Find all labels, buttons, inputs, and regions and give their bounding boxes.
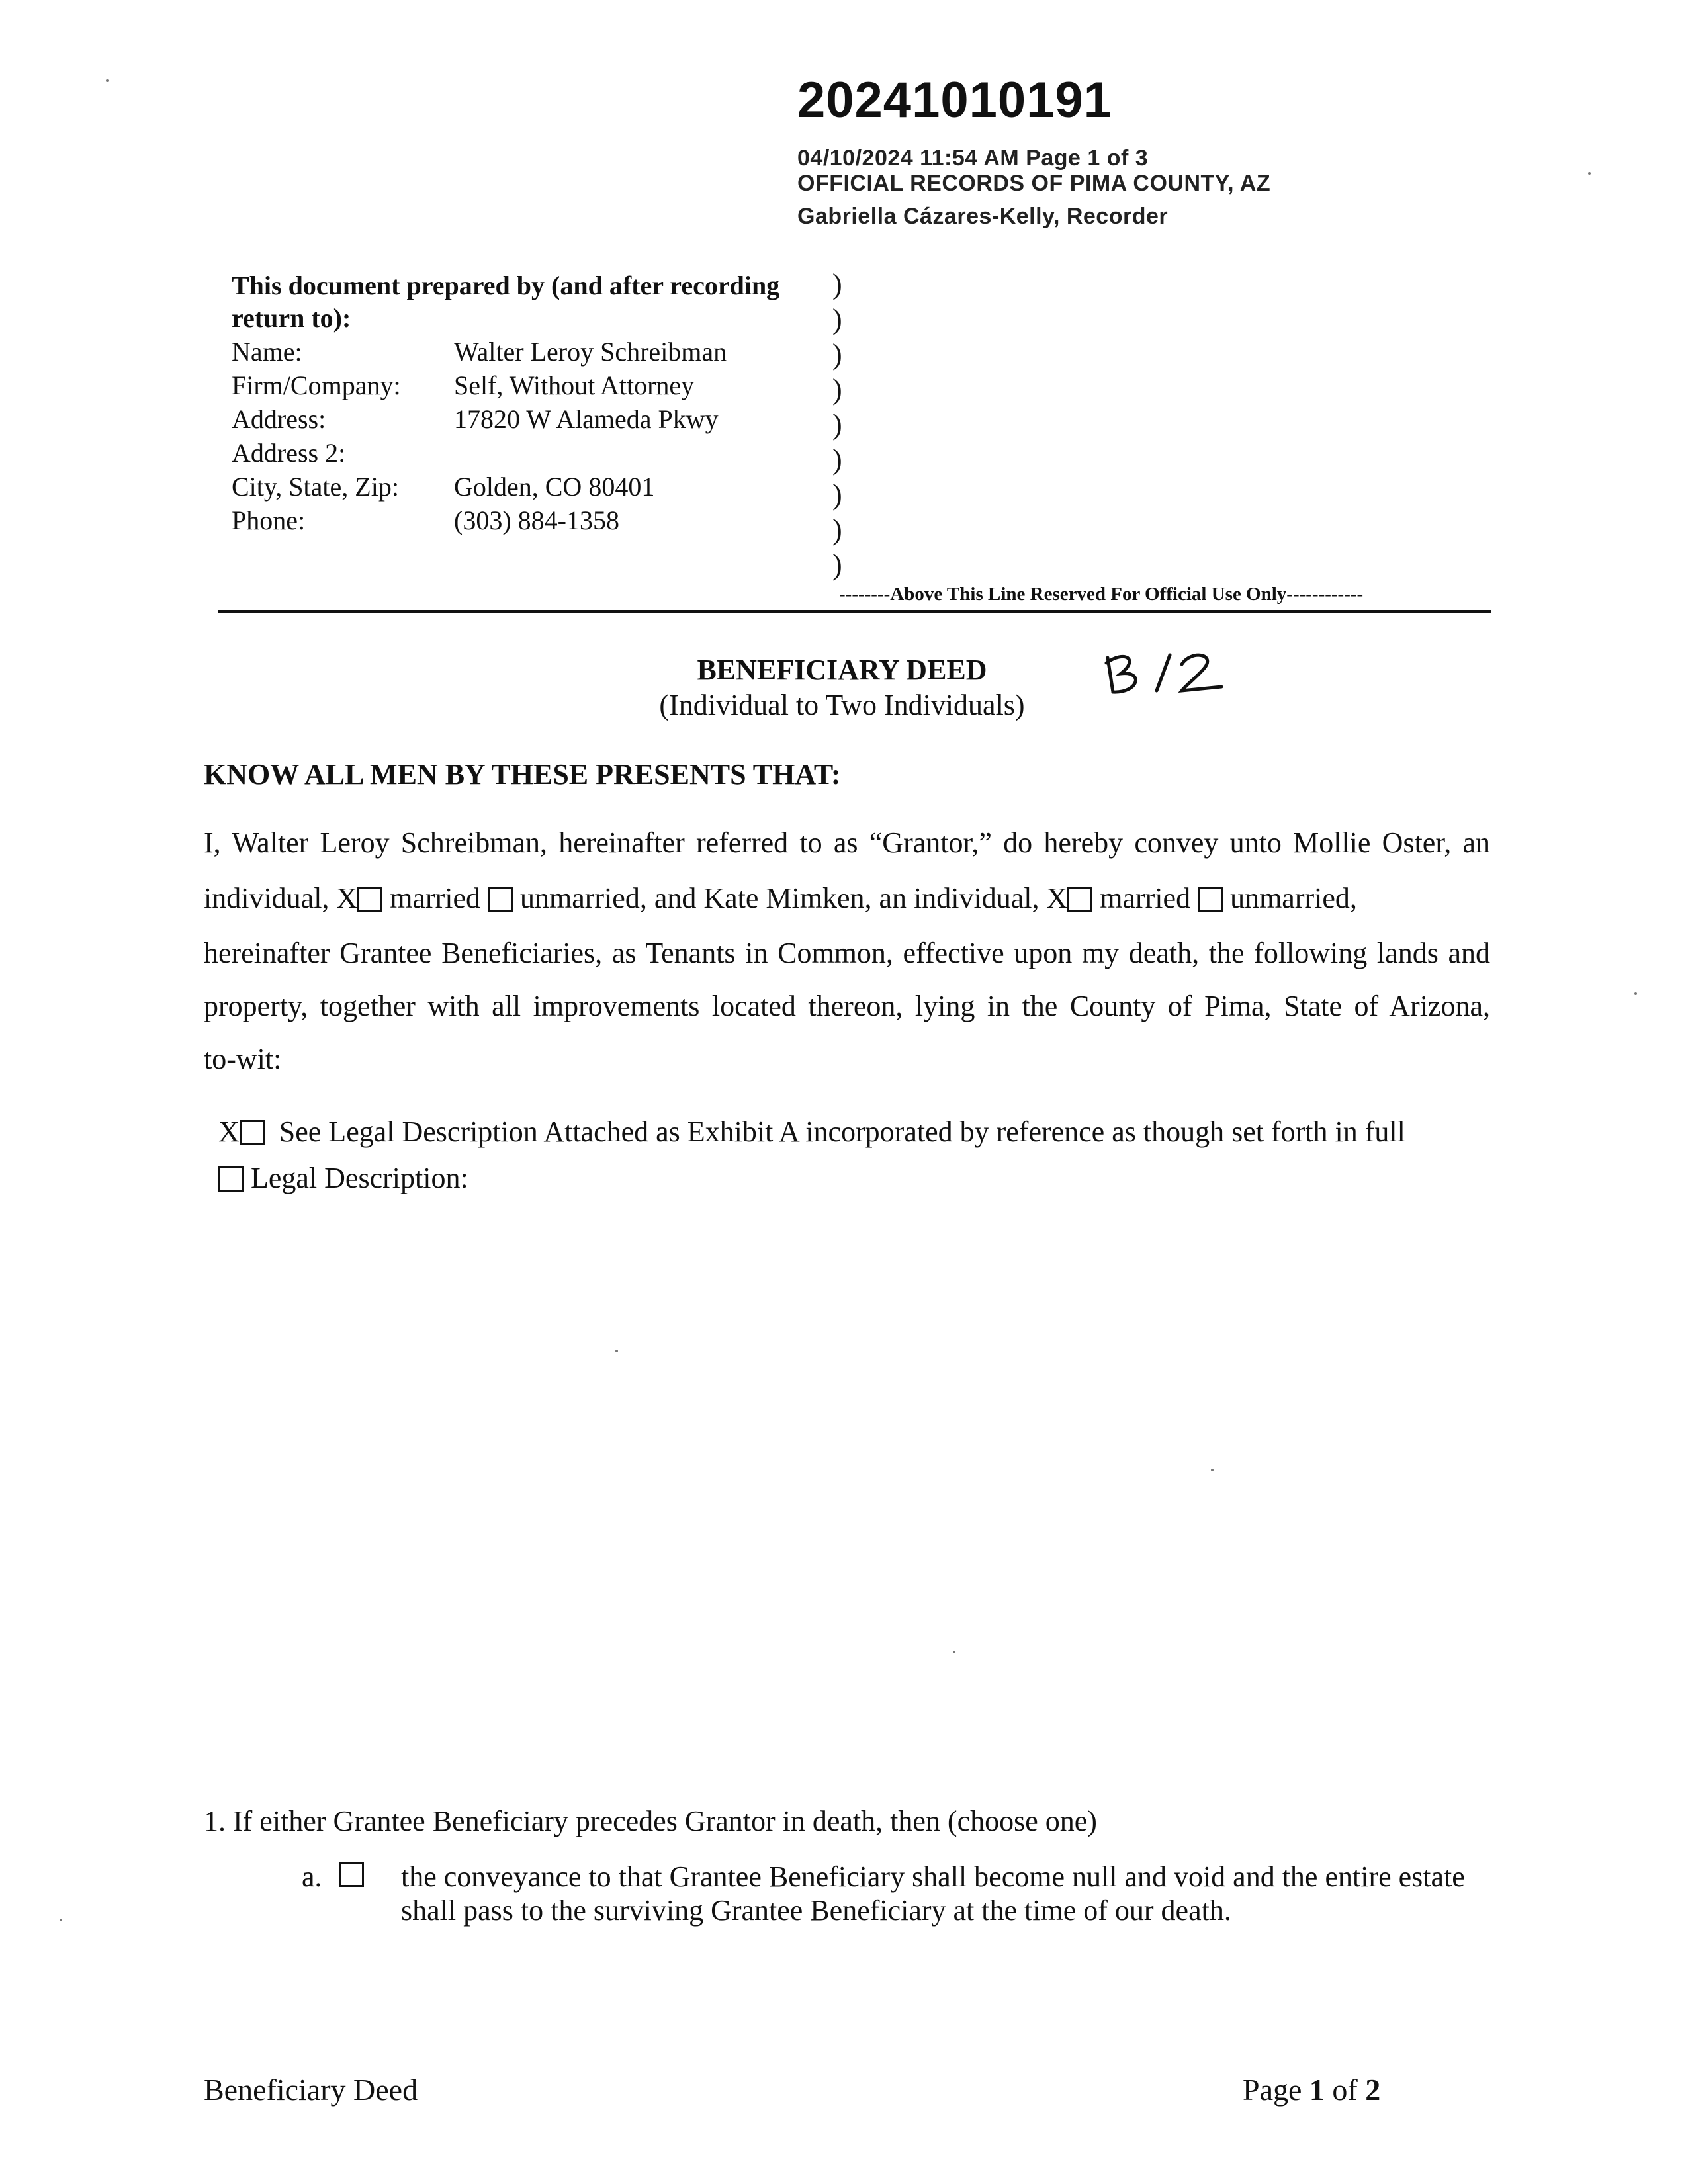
footer-doc-title: Beneficiary Deed: [204, 2073, 418, 2107]
scan-speck: [1588, 172, 1591, 175]
scan-speck: [106, 79, 109, 82]
unmarried-checkbox-1[interactable]: [488, 887, 513, 912]
legal-description-checkbox[interactable]: [218, 1166, 244, 1192]
exhibit-checkbox[interactable]: [240, 1120, 265, 1145]
body-line-2: [204, 881, 1490, 915]
legal-description-option: [218, 1161, 468, 1195]
married-label: married: [390, 882, 481, 914]
unmarried-label-2: unmarried,: [1230, 882, 1357, 914]
paren-mark: ): [832, 408, 842, 441]
deed-title: BENEFICIARY DEED: [697, 654, 987, 686]
married-label-2: married: [1100, 882, 1191, 914]
paren-mark: ): [832, 373, 842, 406]
paren-mark: ): [832, 338, 842, 371]
handwritten-annotation: [1098, 644, 1231, 704]
paren-mark: ): [832, 303, 842, 335]
prep-label-address: Address:: [232, 404, 326, 434]
page-num: 1: [1309, 2073, 1325, 2107]
prep-label-phone: Phone:: [232, 505, 306, 535]
header-divider: [218, 610, 1491, 613]
paren-mark: ): [832, 443, 842, 476]
clause-a-line-1: the conveyance to that Grantee Beneficiary shall become null and void and the entire estate: [401, 1860, 1465, 1893]
scan-speck: [1634, 992, 1637, 995]
married-checkbox-1[interactable]: [357, 887, 382, 912]
prepared-by-heading-2: return to):: [232, 303, 351, 333]
legal-description-label: Legal Description:: [251, 1162, 468, 1194]
paren-mark: ): [832, 268, 842, 300]
prep-label-city: City, State, Zip:: [232, 472, 399, 502]
prep-value-name: Walter Leroy Schreibman: [454, 337, 727, 367]
scan-speck: [1211, 1469, 1214, 1471]
body-line-3: hereinafter Grantee Beneficiaries, as Tenants in Common, effective upon my death, the following lands and: [204, 937, 1490, 969]
reserved-line-text: --------Above This Line Reserved For Official Use Only------------: [839, 584, 1364, 605]
clause-a-checkbox[interactable]: [339, 1862, 364, 1887]
deed-subtitle: (Individual to Two Individuals): [659, 689, 1025, 721]
page-total: 2: [1365, 2073, 1381, 2107]
scan-speck: [60, 1919, 62, 1921]
body-line-4: property, together with all improvements located thereon, lying in the County of Pima, State of Arizona,: [204, 990, 1490, 1022]
clause-1-text: 1. If either Grantee Beneficiary precedes Grantor in death, then (choose one): [204, 1805, 1097, 1837]
page-prefix: Page: [1243, 2073, 1309, 2107]
recording-datetime-page: 04/10/2024 11:54 AM Page 1 of 3: [797, 146, 1149, 171]
prep-label-address2: Address 2:: [232, 438, 346, 468]
prep-value-firm: Self, Without Attorney: [454, 371, 695, 400]
scan-speck: [615, 1350, 618, 1352]
prep-label-firm: Firm/Company:: [232, 371, 401, 400]
recorder-name: Gabriella Cázares-Kelly, Recorder: [797, 204, 1169, 229]
married-checkbox-2[interactable]: [1067, 887, 1092, 912]
recording-office: OFFICIAL RECORDS OF PIMA COUNTY, AZ: [797, 171, 1271, 196]
know-all-heading: KNOW ALL MEN BY THESE PRESENTS THAT:: [204, 758, 841, 791]
prep-label-name: Name:: [232, 337, 302, 367]
paren-mark: ): [832, 548, 842, 581]
scan-speck: [953, 1651, 955, 1653]
unmarried-checkbox-2[interactable]: [1198, 887, 1223, 912]
body-line-1: I, Walter Leroy Schreibman, hereinafter referred to as “Grantor,” do hereby convey unto Mollie Oster, an: [204, 826, 1490, 859]
marital-text: individual, X: [204, 882, 358, 914]
prepared-by-heading-1: This document prepared by (and after recording: [232, 271, 780, 300]
prep-value-phone: (303) 884-1358: [454, 505, 619, 535]
prep-value-address: 17820 W Alameda Pkwy: [454, 404, 719, 434]
prep-value-city: Golden, CO 80401: [454, 472, 655, 502]
body-line-5: to-wit:: [204, 1043, 282, 1075]
page-mid: of: [1324, 2073, 1366, 2107]
exhibit-mark: X: [218, 1115, 240, 1148]
clause-a-line-2: shall pass to the surviving Grantee Beneficiary at the time of our death.: [401, 1894, 1231, 1927]
clause-a-letter: a.: [302, 1860, 322, 1893]
paren-mark: ): [832, 513, 842, 546]
paren-mark: ): [832, 478, 842, 511]
footer-page-number: [1243, 2072, 1380, 2107]
unmarried-label: unmarried, and Kate Mimken, an individual, X: [520, 882, 1068, 914]
exhibit-text: See Legal Description Attached as Exhibit A incorporated by reference as though set forth in full: [279, 1115, 1405, 1148]
recording-number: 20241010191: [797, 72, 1112, 128]
exhibit-option: [218, 1115, 1405, 1149]
